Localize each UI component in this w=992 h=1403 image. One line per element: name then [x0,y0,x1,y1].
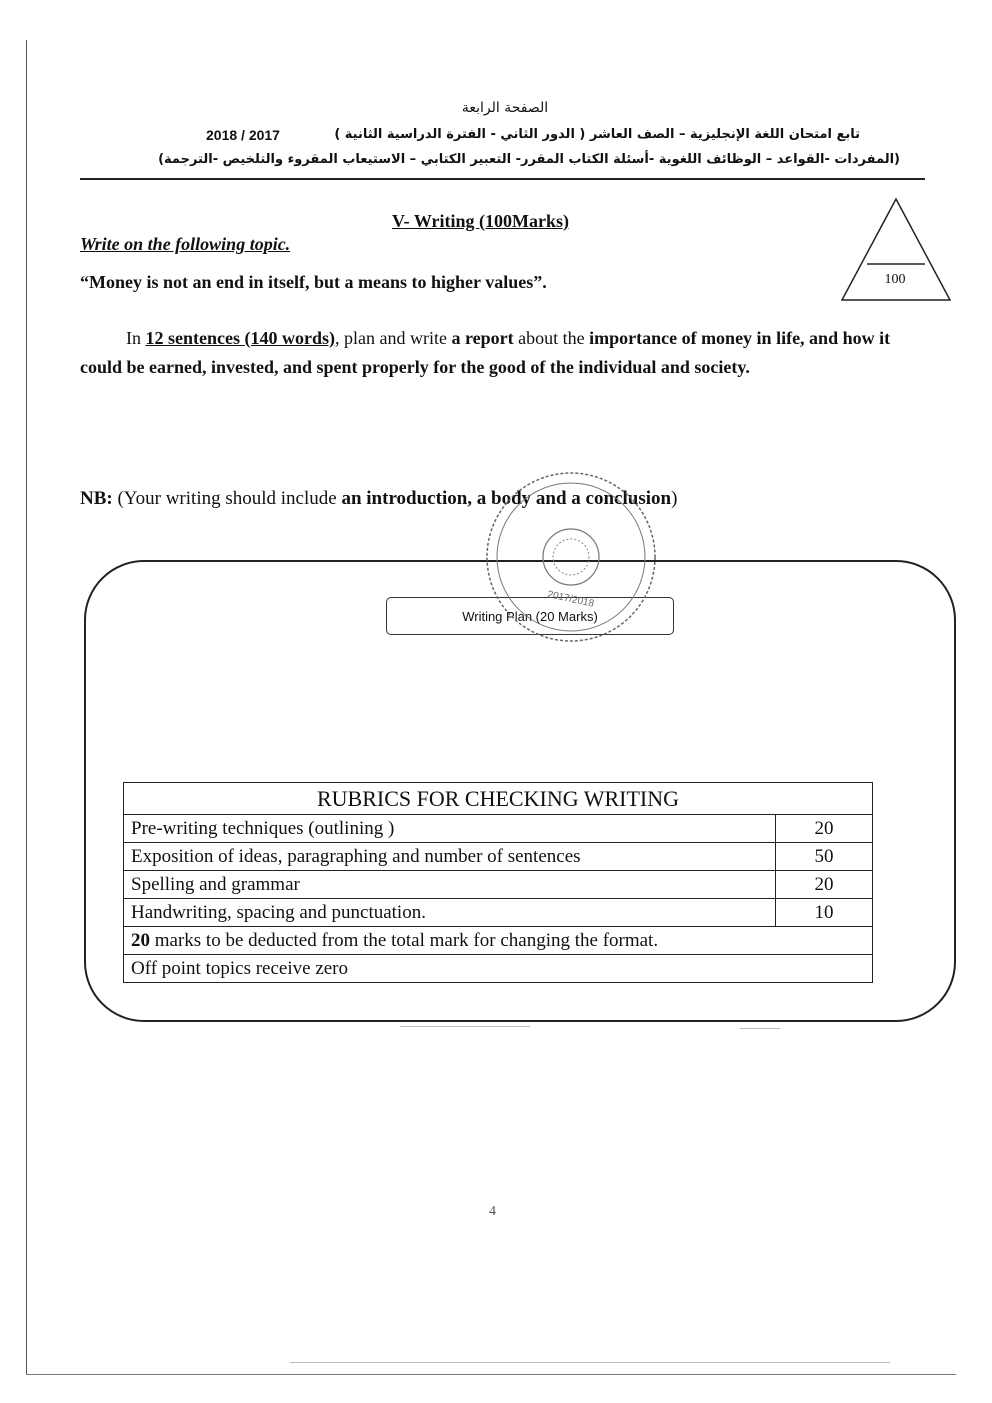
exam-year: 2018 / 2017 [206,127,280,143]
task-text-rest: importance of money in life, and how it could be earned, invested, and spent properly for the good of the individual and society. [80,328,891,377]
topic-quote: “Money is not an end in itself, but a means to higher values”. [80,272,547,292]
note-an: an [341,488,362,509]
table-row [124,815,873,843]
rubric-deduction-row [124,927,873,955]
rubric-title-row [124,783,873,815]
note-parts: introduction, a body and a conclusion [366,488,672,509]
arabic-exam-title: تابع امتحان اللغة الإنجليزية – الصف العاشر ( الدور الثاني - الفترة الدراسية الثانية ) [334,127,860,142]
rubric-mark: 50 [776,843,873,871]
rubric-criterion: Spelling and grammar [124,871,776,899]
scan-noise [290,1362,890,1363]
table-row [124,871,873,899]
task-report: a report [451,328,514,348]
rubric-off-point: Off point topics receive zero [124,955,873,983]
official-stamp-icon [482,468,660,646]
section-mark: 100 [884,272,906,287]
note-text-1: (Your writing should include [112,488,342,509]
rubric-criterion: Pre-writing techniques (outlining ) [124,815,776,843]
writing-plan-label: Writing Plan (20 Marks) [386,597,674,635]
rubric-mark: 10 [776,899,873,927]
page-border-bottom [26,1374,956,1375]
page-number: 4 [489,1204,496,1219]
instruction: Write on the following topic. [80,234,291,254]
arabic-skills-line: (المفردات -القواعد – الوظائف اللغوية -أسئلة الكتاب المقرر- التعبير الكتابي – الاستيعاب المقروء والتلخيص -الترجمة) [158,152,900,167]
table-row [124,899,873,927]
rubric-mark: 20 [776,871,873,899]
scan-noise [400,1026,530,1027]
note-label: NB: [80,488,113,509]
stamp-date: 2017/2018 [546,589,595,610]
rubric-criterion: Handwriting, spacing and punctuation. [124,899,776,927]
rubric-deduction [124,927,873,955]
task-word-count: 12 sentences (140 words) [145,328,335,348]
note-close: ) [671,488,678,509]
task-paragraph [80,324,910,381]
task-text-2: , plan and write [334,328,452,348]
table-row [124,843,873,871]
header-rule [80,178,925,180]
deduction-text: marks to be deducted from the total mark for changing the format. [150,929,659,951]
rubric-criterion: Exposition of ideas, paragraphing and number of sentences [124,843,776,871]
rubric-off-point-row [124,955,873,983]
deduction-number: 20 [131,929,150,951]
scan-noise [740,1028,780,1029]
task-text-1: In [126,328,146,348]
rubric-table [123,782,873,983]
section-title: V- Writing (100Marks) [392,211,569,231]
task-text-3: about the [513,328,590,348]
arabic-page-label: الصفحة الرابعة [461,100,549,116]
page-border-left [26,40,27,1375]
rubric-mark: 20 [776,815,873,843]
rubric-title: RUBRICS FOR CHECKING WRITING [124,783,873,815]
